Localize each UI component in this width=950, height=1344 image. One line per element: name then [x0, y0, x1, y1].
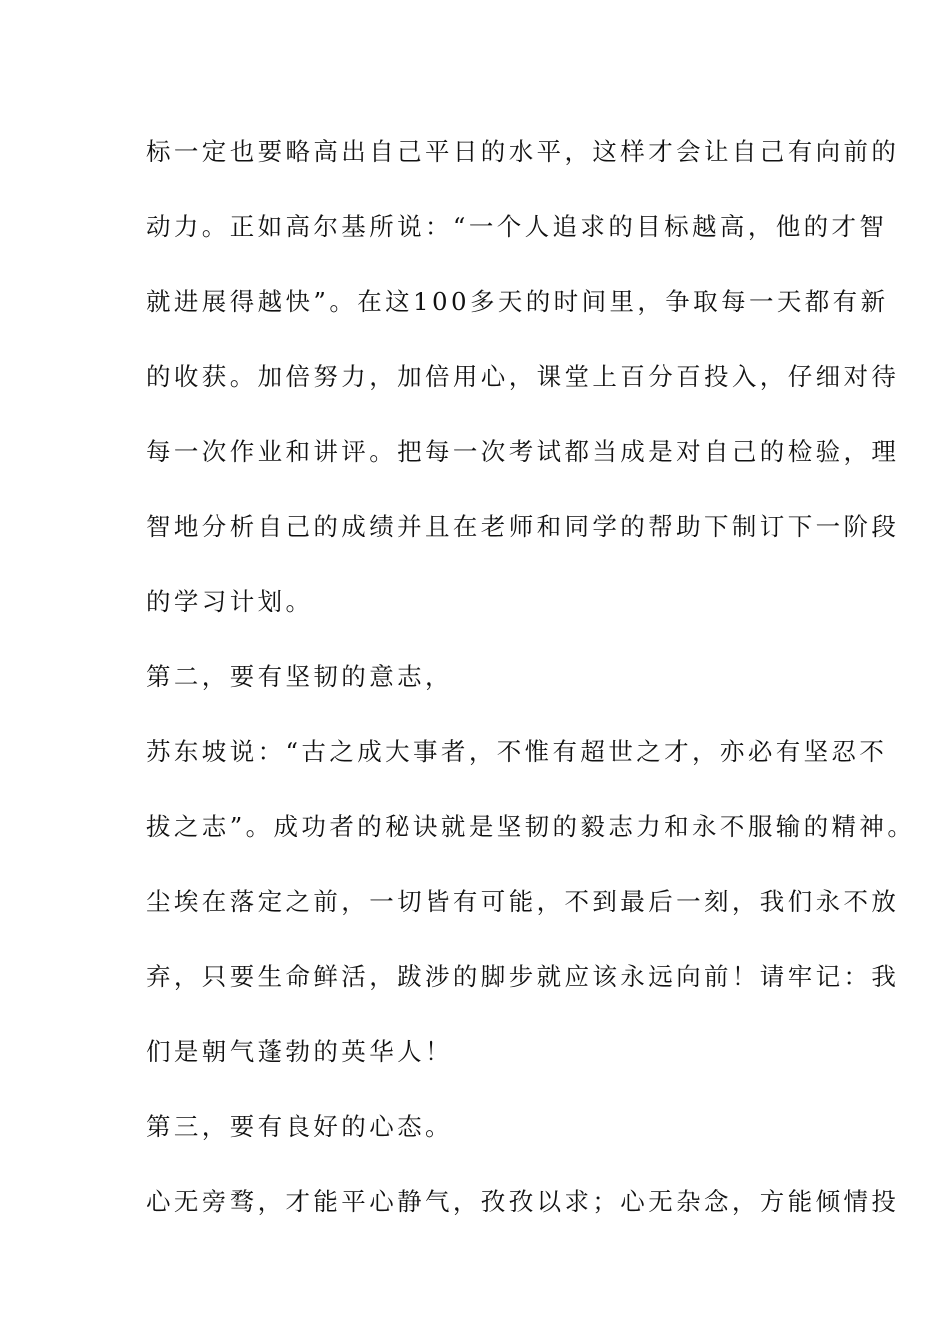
text-line: 心无旁骛，才能平心静气，孜孜以求；心无杂念，方能倾情投 — [146, 1187, 900, 1216]
section-heading: 第二，要有坚韧的意志， — [146, 662, 453, 691]
text-line: 每一次作业和讲评。把每一次考试都当成是对自己的检验，理 — [146, 437, 900, 466]
text-line: 智地分析自己的成绩并且在老师和同学的帮助下制订下一阶段 — [146, 512, 900, 541]
body-text — [146, 128, 916, 1253]
text-line: 们是朝气蓬勃的英华人！ — [146, 1037, 453, 1066]
text-line: 标一定也要略高出自己平日的水平，这样才会让自己有向前的 — [146, 137, 900, 166]
text-line: 的学习计划。 — [146, 587, 314, 616]
text-line: 拔之志”。成功者的秘诀就是坚韧的毅志力和永不服输的精神。 — [146, 812, 916, 841]
text-line: 苏东坡说：“古之成大事者，不惟有超世之才，亦必有坚忍不 — [146, 737, 888, 766]
section-heading: 第三，要有良好的心态。 — [146, 1112, 453, 1141]
text-line: 的收获。加倍努力，加倍用心，课堂上百分百投入，仔细对待 — [146, 362, 900, 391]
text-line: 尘埃在落定之前，一切皆有可能，不到最后一刻，我们永不放 — [146, 887, 900, 916]
text-line: 就进展得越快”。在这100多天的时间里，争取每一天都有新 — [146, 287, 889, 316]
text-line: 动力。正如高尔基所说：“一个人追求的目标越高，他的才智 — [146, 212, 888, 241]
text-line: 弃，只要生命鲜活，跋涉的脚步就应该永远向前！请牢记：我 — [146, 962, 900, 991]
